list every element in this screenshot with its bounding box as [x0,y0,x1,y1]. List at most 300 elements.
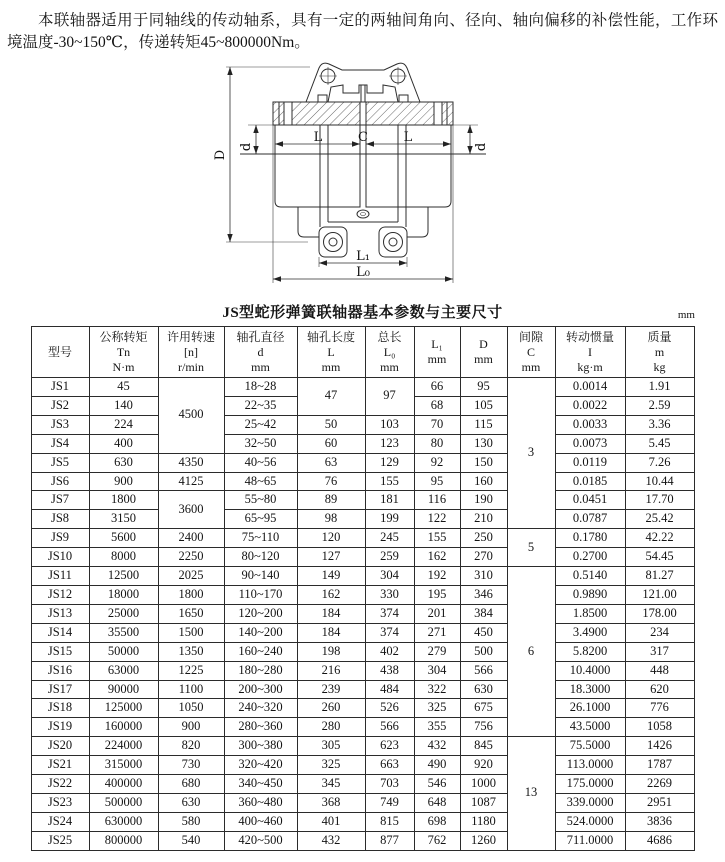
table-cell: 345 [297,775,365,794]
table-cell: 1260 [460,831,507,850]
table-cell: 10.4000 [555,661,625,680]
table-cell: JS5 [31,453,89,472]
table-cell: 1787 [625,756,694,775]
table-cell: 10.44 [625,472,694,491]
intro-paragraph: 本联轴器适用于同轴线的传动轴系，具有一定的两轴间角向、径向、轴向偏移的补偿性能，工作环境温度-30~150℃，传递转矩45~800000Nm。 [7,12,718,51]
table-cell: 374 [365,623,414,642]
table-cell: 524.0000 [555,812,625,831]
column-header: 型号 [31,327,89,378]
table-cell: 3836 [625,812,694,831]
table-cell: 127 [297,548,365,567]
table-row [31,831,694,850]
table-cell: 310 [460,567,507,586]
table-cell: JS16 [31,661,89,680]
table-cell: JS6 [31,472,89,491]
table-cell: 438 [365,661,414,680]
spec-table [31,326,695,851]
table-cell: 648 [414,793,460,812]
table-cell: 815 [365,812,414,831]
table-cell: JS1 [31,378,89,397]
column-header: 转动惯量 I kg·m [555,327,625,378]
table-cell: 25000 [89,604,158,623]
table-cell: 43.5000 [555,718,625,737]
table-cell: 4686 [625,831,694,850]
table-cell: 50 [297,415,365,434]
table-cell: 90000 [89,680,158,699]
table-cell: JS7 [31,491,89,510]
table-row [31,510,694,529]
column-header: 总长 L₀ mm [365,327,414,378]
table-cell: 120 [297,529,365,548]
table-cell: 330 [365,585,414,604]
table-cell: 2951 [625,793,694,812]
table-cell: 623 [365,737,414,756]
table-cell: 279 [414,642,460,661]
table-cell: JS3 [31,415,89,434]
page [0,10,725,851]
table-cell: 199 [365,510,414,529]
table-cell: 630000 [89,812,158,831]
table-row [31,548,694,567]
table-cell: JS24 [31,812,89,831]
table-cell: 749 [365,793,414,812]
table-cell: 216 [297,661,365,680]
table-title: JS型蛇形弹簧联轴器基本参数与主要尺寸 [222,305,503,321]
table-cell: 0.0787 [555,510,625,529]
table-cell: 110~170 [224,585,297,604]
table-cell: 81.27 [625,567,694,586]
table-cell: 125000 [89,699,158,718]
table-cell: 663 [365,756,414,775]
table-cell: 730 [158,756,224,775]
table-cell: 877 [365,831,414,850]
table-cell: 210 [460,510,507,529]
table-cell: 18~28 [224,378,297,397]
dimensions [213,67,489,283]
table-cell: 113.0000 [555,756,625,775]
table-cell: 680 [158,775,224,794]
table-cell: 0.0033 [555,415,625,434]
table-cell: 675 [460,699,507,718]
table-cell: 234 [625,623,694,642]
column-header: 轴孔直径 d mm [224,327,297,378]
table-cell: 402 [365,642,414,661]
table-cell: 162 [297,585,365,604]
table-cell: 0.0119 [555,453,625,472]
table-title-row [0,301,725,323]
table-cell: 68 [414,396,460,415]
table-row [31,472,694,491]
table-cell: 175.0000 [555,775,625,794]
column-header: 轴孔长度 L mm [297,327,365,378]
table-cell: 8000 [89,548,158,567]
table-cell: 42.22 [625,529,694,548]
table-cell: 26.1000 [555,699,625,718]
table-cell: 178.00 [625,604,694,623]
table-cell: 2250 [158,548,224,567]
dim-label-l0: L₀ [355,265,370,280]
table-cell: 500000 [89,793,158,812]
table-cell: 260 [297,699,365,718]
table-cell: 5 [507,529,555,567]
table-cell: JS13 [31,604,89,623]
top-cover [306,63,420,102]
coupling-drawing-svg [168,57,558,292]
table-cell: JS11 [31,567,89,586]
dim-label-gap: C [357,130,368,145]
table-cell: 63000 [89,661,158,680]
table-cell: 1800 [158,585,224,604]
table-cell: 325 [414,699,460,718]
table-cell: 259 [365,548,414,567]
table-cell: 322 [414,680,460,699]
table-cell: 401 [297,812,365,831]
table-cell: 224 [89,415,158,434]
table-cell: 698 [414,812,460,831]
table-cell: JS22 [31,775,89,794]
table-cell: 400000 [89,775,158,794]
table-cell: 3.4900 [555,623,625,642]
table-cell: 7.26 [625,453,694,472]
table-row [31,737,694,756]
table-cell: 4500 [158,378,224,454]
table-cell: 224000 [89,737,158,756]
table-row [31,756,694,775]
table-cell: JS25 [31,831,89,850]
table-cell: 5600 [89,529,158,548]
header-row [31,327,694,378]
table-cell: 122 [414,510,460,529]
table-row [31,567,694,586]
table-cell: 0.0014 [555,378,625,397]
table-cell: 280~360 [224,718,297,737]
table-cell: 526 [365,699,414,718]
table-row [31,812,694,831]
table-cell: 129 [365,453,414,472]
table-row [31,718,694,737]
table-cell: 50000 [89,642,158,661]
table-cell: 6 [507,567,555,737]
table-body [31,378,694,851]
table-cell: 55~80 [224,491,297,510]
table-cell: 120~200 [224,604,297,623]
table-cell: 3600 [158,491,224,529]
table-cell: 0.5140 [555,567,625,586]
dim-label-bore-right: d [473,142,489,152]
table-cell: 95 [460,378,507,397]
table-cell: 160000 [89,718,158,737]
table-cell: JS19 [31,718,89,737]
table-cell: 0.2700 [555,548,625,567]
table-cell: 0.0451 [555,491,625,510]
table-cell: 162 [414,548,460,567]
table-cell: 305 [297,737,365,756]
coupling-drawing [168,57,558,297]
flange-band [273,102,453,125]
table-cell: 115 [460,415,507,434]
table-cell: 1800 [89,491,158,510]
table-row [31,793,694,812]
table-cell: 317 [625,642,694,661]
table-cell: 103 [365,415,414,434]
table-cell: 448 [625,661,694,680]
table-cell: JS14 [31,623,89,642]
table-cell: JS12 [31,585,89,604]
table-cell: 105 [460,396,507,415]
table-cell: 400~460 [224,812,297,831]
table-cell: 18000 [89,585,158,604]
table-cell: 620 [625,680,694,699]
table-cell: 54.45 [625,548,694,567]
table-cell: JS8 [31,510,89,529]
table-cell: 450 [460,623,507,642]
table-cell: 3 [507,378,555,529]
table-row [31,585,694,604]
dim-label-l1: L₁ [355,249,370,264]
table-cell: 0.0073 [555,434,625,453]
table-cell: 1426 [625,737,694,756]
table-cell: 4125 [158,472,224,491]
table-cell: 271 [414,623,460,642]
table-cell: 195 [414,585,460,604]
table-cell: 75~110 [224,529,297,548]
table-cell: 2400 [158,529,224,548]
dim-label-outer-diameter: D [212,149,228,161]
table-cell: JS21 [31,756,89,775]
table-cell: 900 [158,718,224,737]
table-cell: 140~200 [224,623,297,642]
table-cell: 25.42 [625,510,694,529]
table-cell: 70 [414,415,460,434]
table-cell: 75.5000 [555,737,625,756]
table-cell: 1000 [460,775,507,794]
table-cell: 270 [460,548,507,567]
table-cell: 340~450 [224,775,297,794]
table-cell: 95 [414,472,460,491]
table-cell: 245 [365,529,414,548]
dim-label-hub-length-left: L [313,130,322,145]
table-cell: 2.59 [625,396,694,415]
table-cell: 97 [365,378,414,416]
table-cell: 845 [460,737,507,756]
table-cell: JS17 [31,680,89,699]
table-cell: JS18 [31,699,89,718]
table-cell: 116 [414,491,460,510]
table-cell: 566 [365,718,414,737]
table-cell: 76 [297,472,365,491]
unit-label: mm [677,309,695,321]
table-cell: JS4 [31,434,89,453]
table-row [31,415,694,434]
table-cell: 155 [365,472,414,491]
table-cell: 400 [89,434,158,453]
table-cell: 355 [414,718,460,737]
table-cell: 184 [297,604,365,623]
table-cell: 360~480 [224,793,297,812]
table-cell: 80~120 [224,548,297,567]
table-cell: 0.1780 [555,529,625,548]
table-cell: 22~35 [224,396,297,415]
column-header: L₁ mm [414,327,460,378]
table-cell: 800000 [89,831,158,850]
table-cell: 180~280 [224,661,297,680]
table-cell: 45 [89,378,158,397]
table-cell: 3.36 [625,415,694,434]
table-cell: 250 [460,529,507,548]
table-cell: 40~56 [224,453,297,472]
table-cell: 130 [460,434,507,453]
table-cell: 384 [460,604,507,623]
table-cell: 63 [297,453,365,472]
table-cell: 155 [414,529,460,548]
table-cell: 2269 [625,775,694,794]
table-cell: 420~500 [224,831,297,850]
table-cell: 484 [365,680,414,699]
table-cell: 60 [297,434,365,453]
table-row [31,491,694,510]
table-row [31,680,694,699]
table-row [31,434,694,453]
table-cell: 17.70 [625,491,694,510]
table-cell: 1058 [625,718,694,737]
table-cell: 66 [414,378,460,397]
table-cell: 300~380 [224,737,297,756]
table-cell: 65~95 [224,510,297,529]
table-cell: 432 [297,831,365,850]
table-cell: 0.9890 [555,585,625,604]
table-cell: 900 [89,472,158,491]
table-cell: 346 [460,585,507,604]
table-row [31,775,694,794]
column-header: 间隙 C mm [507,327,555,378]
table-cell: 703 [365,775,414,794]
table-row [31,604,694,623]
table-cell: 920 [460,756,507,775]
table-cell: 149 [297,567,365,586]
table-cell: 1500 [158,623,224,642]
table-cell: 1650 [158,604,224,623]
table-cell: 192 [414,567,460,586]
table-cell: 98 [297,510,365,529]
table-cell: 239 [297,680,365,699]
table-cell: 374 [365,604,414,623]
table-row [31,642,694,661]
table-cell: 160~240 [224,642,297,661]
table-cell: 89 [297,491,365,510]
dim-label-hub-length-right: L [403,130,412,145]
table-cell: 2025 [158,567,224,586]
table-cell: 13 [507,737,555,850]
table-cell: 1100 [158,680,224,699]
table-cell: 0.0185 [555,472,625,491]
table-cell: 776 [625,699,694,718]
table-cell: JS2 [31,396,89,415]
table-cell: 1350 [158,642,224,661]
table-row [31,661,694,680]
table-cell: 320~420 [224,756,297,775]
table-cell: 540 [158,831,224,850]
table-row [31,623,694,642]
table-cell: 820 [158,737,224,756]
table-cell: 580 [158,812,224,831]
table-cell: 1.91 [625,378,694,397]
table-cell: 566 [460,661,507,680]
table-cell: 121.00 [625,585,694,604]
column-header: 质量 m kg [625,327,694,378]
table-cell: 4350 [158,453,224,472]
table-cell: 304 [365,567,414,586]
table-cell: 150 [460,453,507,472]
table-cell: 490 [414,756,460,775]
table-cell: 1050 [158,699,224,718]
table-cell: 432 [414,737,460,756]
table-cell: JS23 [31,793,89,812]
table-cell: 630 [158,793,224,812]
table-cell: 630 [89,453,158,472]
table-cell: 0.0022 [555,396,625,415]
table-cell: JS20 [31,737,89,756]
table-cell: 12500 [89,567,158,586]
table-cell: 32~50 [224,434,297,453]
table-row [31,453,694,472]
table-cell: 280 [297,718,365,737]
table-cell: 315000 [89,756,158,775]
table-cell: 304 [414,661,460,680]
table-cell: 48~65 [224,472,297,491]
table-cell: 1225 [158,661,224,680]
table-cell: 368 [297,793,365,812]
column-header: 许用转速 [n] r/min [158,327,224,378]
table-cell: 184 [297,623,365,642]
table-cell: 5.45 [625,434,694,453]
table-row [31,529,694,548]
column-header: 公称转矩 Tn N·m [89,327,158,378]
table-cell: 240~320 [224,699,297,718]
table-cell: 762 [414,831,460,850]
table-cell: 339.0000 [555,793,625,812]
table-cell: 198 [297,642,365,661]
table-cell: 80 [414,434,460,453]
table-cell: JS15 [31,642,89,661]
table-cell: 756 [460,718,507,737]
table-cell: 3150 [89,510,158,529]
dim-label-bore-left: d [238,142,254,152]
table-cell: 201 [414,604,460,623]
table-cell: 181 [365,491,414,510]
table-cell: 140 [89,396,158,415]
table-cell: 35500 [89,623,158,642]
table-cell: 190 [460,491,507,510]
table-cell: 711.0000 [555,831,625,850]
table-cell: 1.8500 [555,604,625,623]
table-row [31,378,694,397]
column-header: D mm [460,327,507,378]
table-cell: 18.3000 [555,680,625,699]
table-cell: 200~300 [224,680,297,699]
table-cell: 546 [414,775,460,794]
table-cell: 90~140 [224,567,297,586]
table-cell: 92 [414,453,460,472]
table-cell: 123 [365,434,414,453]
table-cell: 1087 [460,793,507,812]
table-cell: 160 [460,472,507,491]
table-cell: 500 [460,642,507,661]
table-cell: 1180 [460,812,507,831]
table-cell: 325 [297,756,365,775]
table-cell: 5.8200 [555,642,625,661]
table-cell: 25~42 [224,415,297,434]
table-cell: JS10 [31,548,89,567]
